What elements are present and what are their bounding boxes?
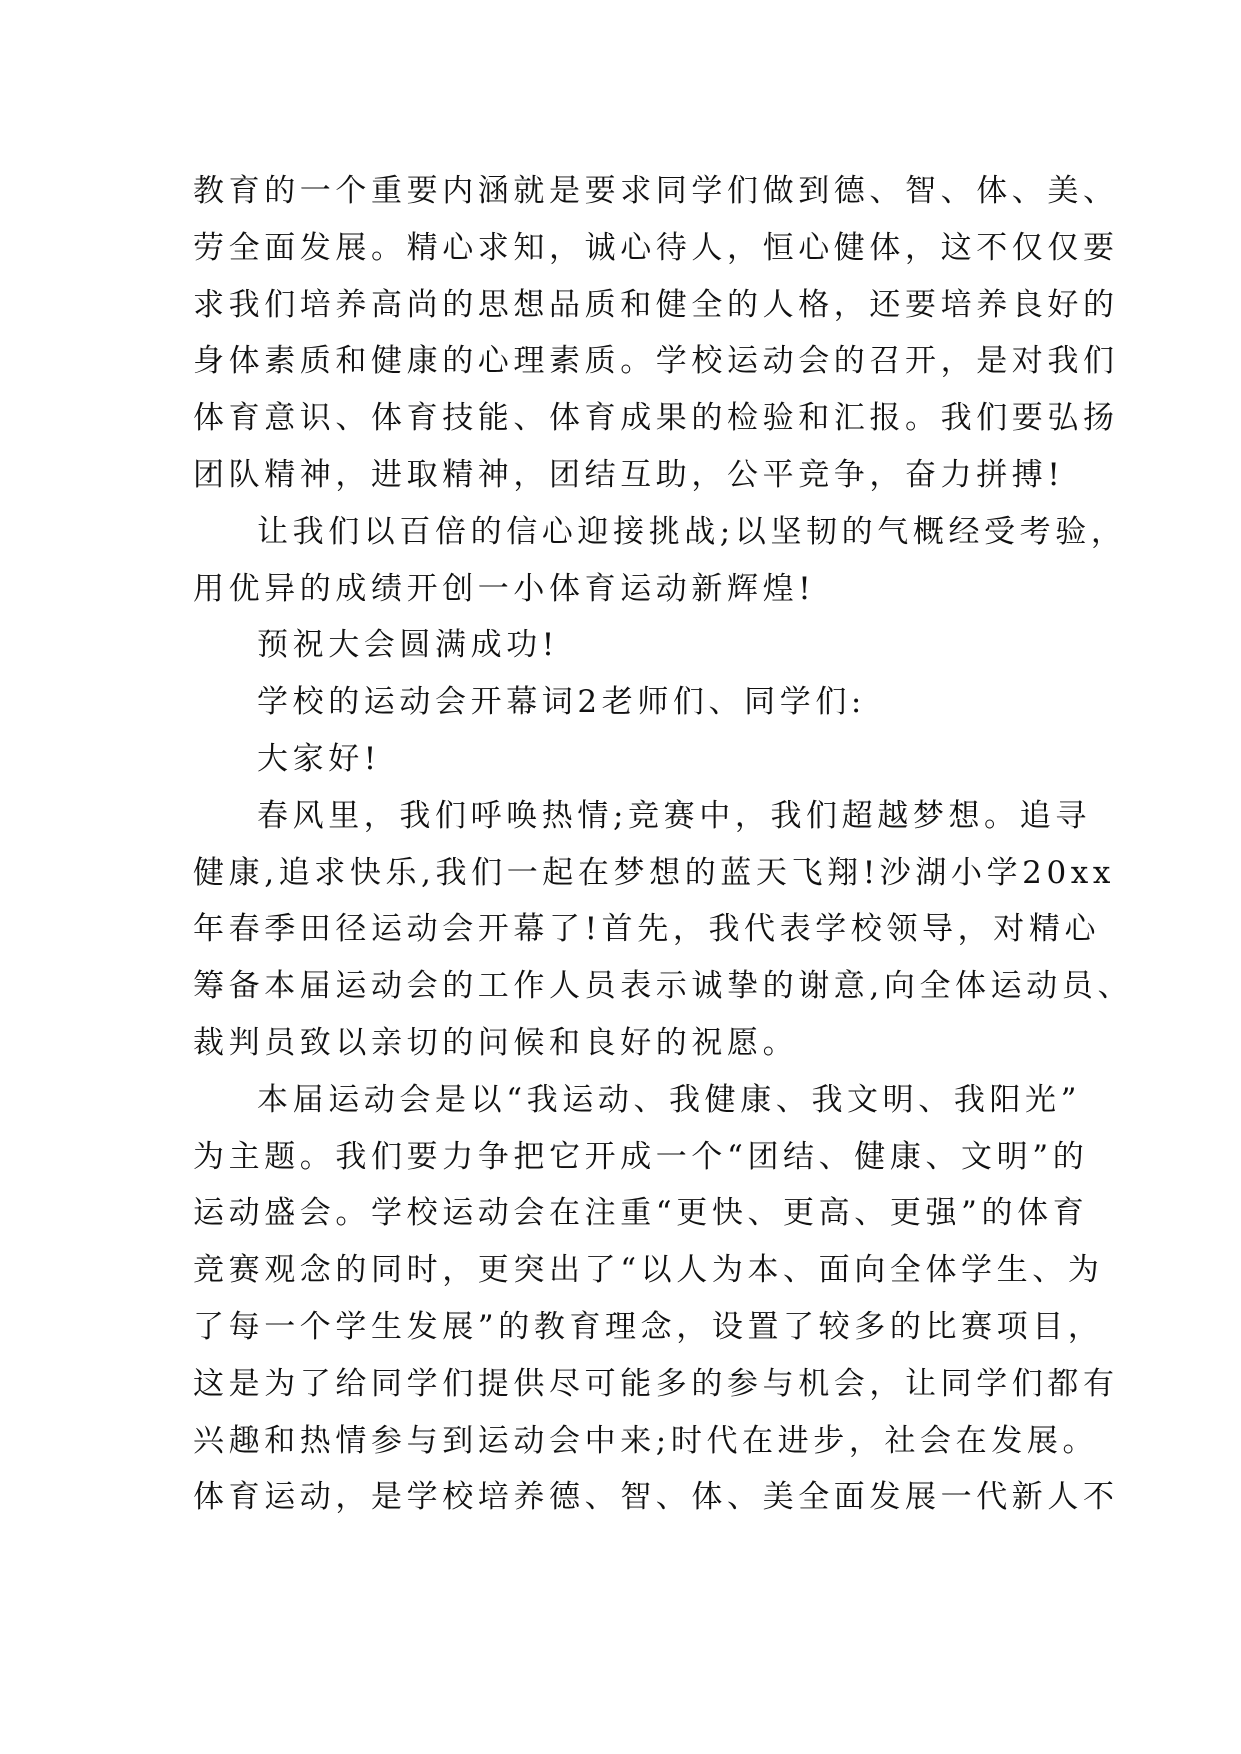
- text-line: 团队精神，进取精神，团结互助，公平竞争，奋力拼搏!: [193, 456, 1065, 493]
- text-line: 体育意识、体育技能、体育成果的检验和汇报。我们要弘扬: [193, 400, 1119, 437]
- text-line: 劳全面发展。精心求知，诚心待人，恒心健体，这不仅仅要: [193, 229, 1119, 266]
- text-line: 身体素质和健康的心理素质。学校运动会的召开，是对我们: [193, 343, 1119, 380]
- text-line: 教育的一个重要内涵就是要求同学们做到德、智、体、美、: [193, 173, 1119, 209]
- text-line: 年春季田径运动会开幕了!首先，我代表学校领导，对精心: [193, 911, 1101, 948]
- body-text: [193, 163, 1134, 1526]
- paragraph-start-line: 本届运动会是以“我运动、我健康、我文明、我阳光”: [257, 1081, 1082, 1118]
- text-line: 竞赛观念的同时，更突出了“以人为本、面向全体学生、为: [193, 1252, 1104, 1289]
- text-line: 裁判员致以亲切的问候和良好的祝愿。: [193, 1024, 799, 1061]
- text-line: 求我们培养高尚的思想品质和健全的人格，还要培养良好的: [193, 286, 1119, 323]
- paragraph-start-line: 春风里，我们呼唤热情;竞赛中，我们超越梦想。追寻: [257, 797, 1091, 834]
- paragraph-start-line: 预祝大会圆满成功!: [257, 627, 559, 664]
- text-line: 健康,追求快乐,我们一起在梦想的蓝天飞翔!沙湖小学20xx: [193, 854, 1115, 891]
- text-line: 用优异的成绩开创一小体育运动新辉煌!: [193, 570, 816, 607]
- text-line: 兴趣和热情参与到运动会中来;时代在进步，社会在发展。: [193, 1422, 1099, 1459]
- greeting-line: 大家好!: [257, 740, 381, 777]
- text-line: 这是为了给同学们提供尽可能多的参与机会，让同学们都有: [193, 1365, 1119, 1402]
- text-line: 了每一个学生发展”的教育理念，设置了较多的比赛项目，: [193, 1308, 1104, 1345]
- section-heading-line: 学校的运动会开幕词2老师们、同学们:: [257, 684, 866, 721]
- text-line: 运动盛会。学校运动会在注重“更快、更高、更强”的体育: [193, 1195, 1089, 1232]
- paragraph-start-line: 让我们以百倍的信心迎接挑战;以坚韧的气概经受考验，: [257, 513, 1127, 550]
- text-line: 体育运动，是学校培养德、智、体、美全面发展一代新人不: [193, 1479, 1119, 1516]
- text-line: 为主题。我们要力争把它开成一个“团结、健康、文明”的: [193, 1138, 1089, 1175]
- text-line: 筹备本届运动会的工作人员表示诚挚的谢意,向全体运动员、: [193, 968, 1134, 1005]
